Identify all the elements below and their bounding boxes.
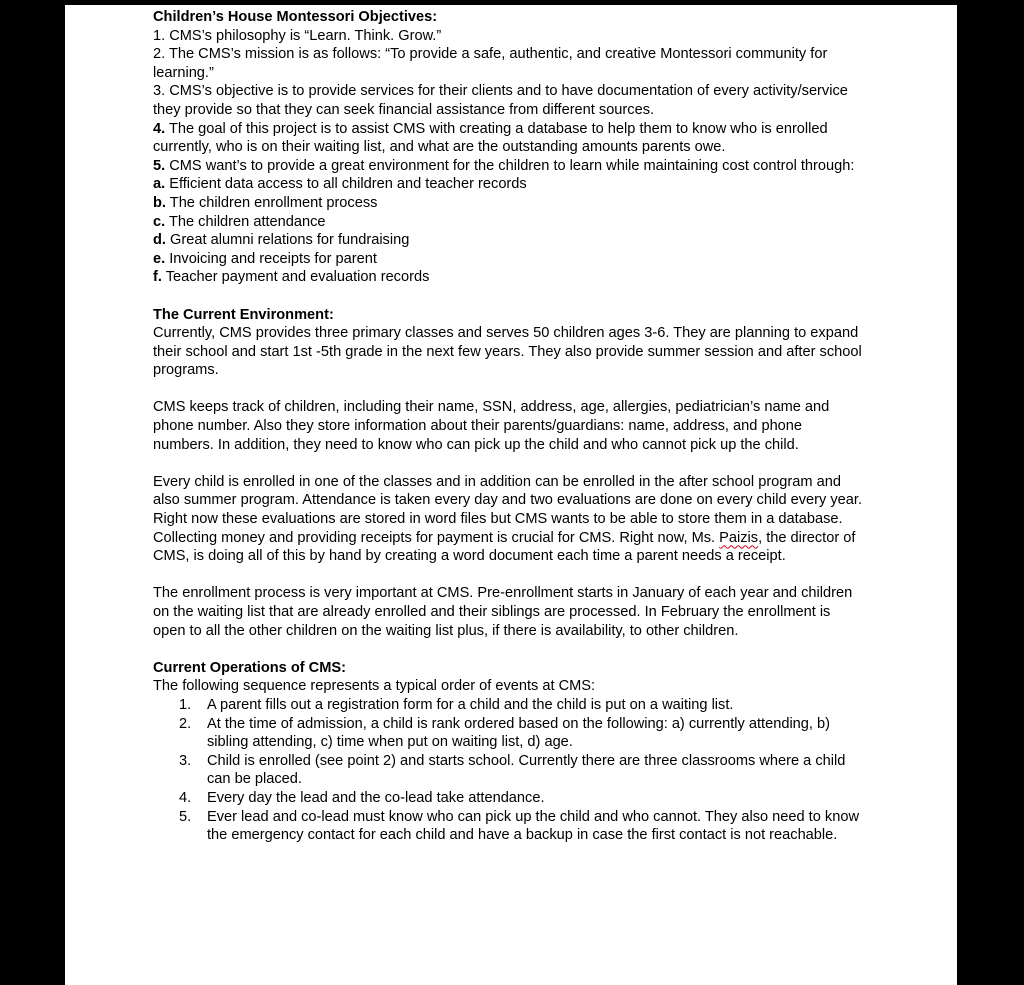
paragraph-text: Every child is enrolled in one of the classes and in addition can be enrolled in the after school program and also summer program. Attendance is taken every day and two evaluations are done on every child every year. Right now these evaluations are stored in word files but CMS wants to be able to store them in a database. Collecting money and providing receipts for payment is crucial for CMS. Right now, Ms. xyxy=(153,473,862,546)
objective-subitem-b xyxy=(153,194,865,213)
step-text: Child is enrolled (see point 2) and starts school. Currently there are three classrooms where a child can be placed. xyxy=(207,752,846,788)
spacer xyxy=(153,640,865,659)
step-number: 3. xyxy=(179,752,192,769)
environment-paragraph-2: CMS keeps track of children, including their name, SSN, address, age, allergies, pediatrician’s name and phone number. Also they store information about their parents/guardians: name, address, and phone numbers. In addition, they need to know who can pick up the child and who cannot pick up the child. xyxy=(153,399,830,453)
objective-item-1 xyxy=(153,27,865,46)
document-body xyxy=(153,8,865,845)
environment-paragraph-4: The enrollment process is very important at CMS. Pre-enrollment starts in January of each year and children on the waiting list that are already enrolled and their siblings are processed. In February the enrollment is open to all the other children on the waiting list plus, if there is availability, to other children. xyxy=(153,585,853,639)
environment-paragraph-3 xyxy=(153,473,865,566)
step-number: 4. xyxy=(179,789,192,806)
objective-number: 5. xyxy=(153,157,166,174)
objective-text: CMS’s philosophy is “Learn. Think. Grow.” xyxy=(165,27,442,44)
subitem-letter: c. xyxy=(153,213,166,230)
subitem-text: Teacher payment and evaluation records xyxy=(161,269,430,286)
environment-heading: The Current Environment: xyxy=(153,306,334,323)
objectives-heading: Children’s House Montessori Objectives: xyxy=(153,9,438,25)
subitem-letter: d. xyxy=(153,232,166,249)
objective-subitem-a xyxy=(153,175,865,194)
paragraph-text: , the director of CMS, is doing all of this by hand by creating a word document each time a parent needs a receipt. xyxy=(153,529,856,565)
subitem-letter: a. xyxy=(153,176,166,193)
spacer xyxy=(153,454,865,473)
operations-step xyxy=(153,696,865,715)
operations-steps-list xyxy=(153,696,865,845)
objective-text: The goal of this project is to assist CMS with creating a database to help them to know who is enrolled currently, who is on their waiting list, and what are the outstanding amounts parents owe. xyxy=(153,120,828,156)
objective-item-2 xyxy=(153,45,865,82)
objective-item-5 xyxy=(153,157,865,176)
subitem-text: Great alumni relations for fundraising xyxy=(165,232,410,249)
subitem-letter: e. xyxy=(153,250,166,267)
environment-paragraph-1: Currently, CMS provides three primary classes and serves 50 children ages 3-6. They are planning to expand their school and start 1st -5th grade in the next few years. They also provide summer session and after school programs. xyxy=(153,325,862,379)
step-number: 5. xyxy=(179,808,192,825)
misspelled-word[interactable]: Paizis xyxy=(719,529,759,546)
step-number: 2. xyxy=(179,715,192,732)
spacer xyxy=(153,380,865,399)
objective-subitem-d xyxy=(153,231,865,250)
objective-number: 2. xyxy=(153,46,166,63)
objective-number: 4. xyxy=(153,120,166,137)
subitem-letter: b. xyxy=(153,194,166,211)
objective-subitem-c xyxy=(153,213,865,232)
operations-step xyxy=(153,808,865,845)
objective-item-3 xyxy=(153,82,865,119)
step-text: Ever lead and co-lead must know who can pick up the child and who cannot. They also need to know the emergency contact for each child and have a backup in case the first contact is not reachable. xyxy=(207,808,859,844)
spacer xyxy=(153,287,865,306)
step-number: 1. xyxy=(179,696,192,713)
document-page xyxy=(65,5,957,985)
subitem-text: The children attendance xyxy=(165,213,326,230)
subitem-text: The children enrollment process xyxy=(165,194,378,211)
operations-step xyxy=(153,715,865,752)
objective-number: 1. xyxy=(153,27,166,44)
subitem-text: Invoicing and receipts for parent xyxy=(165,250,377,267)
objective-item-4 xyxy=(153,120,865,157)
spacer xyxy=(153,566,865,585)
operations-heading: Current Operations of CMS: xyxy=(153,659,346,676)
subitem-text: Efficient data access to all children and teacher records xyxy=(165,176,527,193)
operations-step xyxy=(153,789,865,808)
step-text: At the time of admission, a child is rank ordered based on the following: a) currently attending, b) sibling attending, c) time when put on waiting list, d) age. xyxy=(207,715,830,751)
step-text: Every day the lead and the co-lead take attendance. xyxy=(207,789,545,806)
objective-text: CMS want’s to provide a great environment for the children to learn while maintaining cost control through: xyxy=(165,157,855,174)
operations-intro: The following sequence represents a typical order of events at CMS: xyxy=(153,678,596,695)
subitem-letter: f. xyxy=(153,269,162,286)
objective-text: CMS’s objective is to provide services for their clients and to have documentation of every activity/service they provide so that they can seek financial assistance from different sources. xyxy=(153,83,848,118)
objective-subitem-f xyxy=(153,268,865,287)
step-text: A parent fills out a registration form for a child and the child is put on a waiting list. xyxy=(207,696,734,713)
objective-subitem-e xyxy=(153,250,865,269)
objective-number: 3. xyxy=(153,83,166,100)
operations-step xyxy=(153,752,865,789)
objective-text: The CMS’s mission is as follows: “To provide a safe, authentic, and creative Montessori community for learning.” xyxy=(153,46,828,81)
